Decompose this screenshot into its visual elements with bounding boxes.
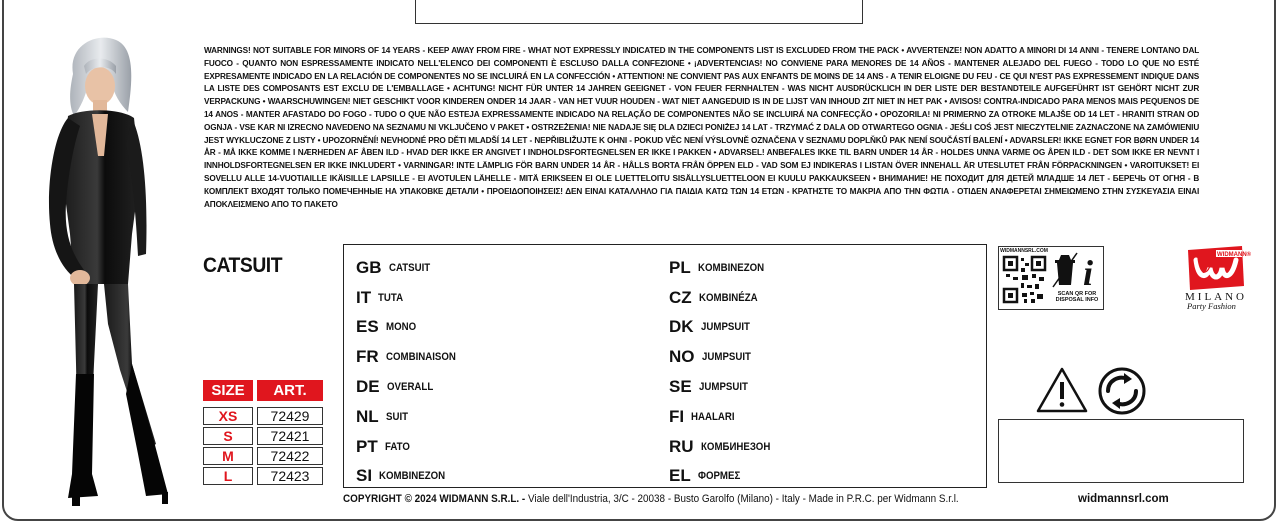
translation-name: KOMBINEZON bbox=[379, 470, 446, 483]
language-code: CZ bbox=[669, 287, 692, 307]
translation-item bbox=[356, 402, 465, 432]
svg-text:WIDMANN®: WIDMANN® bbox=[1217, 252, 1252, 258]
language-code: SI bbox=[356, 466, 373, 486]
translation-item bbox=[356, 283, 465, 313]
language-code: DK bbox=[669, 317, 694, 337]
translation-item bbox=[669, 432, 779, 462]
svg-text:i: i bbox=[1083, 253, 1094, 293]
art-cell: 72423 bbox=[257, 467, 323, 485]
translation-item bbox=[669, 462, 779, 492]
size-cell: XS bbox=[203, 407, 253, 425]
language-code: GB bbox=[356, 257, 382, 277]
language-code: PT bbox=[356, 436, 378, 456]
qr-code-icon bbox=[1003, 255, 1047, 305]
translation-name: JUMPSUIT bbox=[701, 351, 751, 364]
translation-item bbox=[356, 372, 465, 402]
translations-box bbox=[343, 244, 987, 488]
art-cell: 72429 bbox=[257, 407, 323, 425]
language-code: PL bbox=[669, 257, 691, 277]
language-code: SE bbox=[669, 377, 692, 397]
translation-item bbox=[669, 253, 779, 283]
translation-name: KOMBINÉZA bbox=[698, 291, 758, 304]
translation-name: КОМБИНЕЗОН bbox=[700, 440, 770, 453]
translations-left-column bbox=[356, 253, 465, 491]
language-code: ES bbox=[356, 317, 379, 337]
translation-name: ΦΟΡΜΕΣ bbox=[697, 470, 741, 483]
translation-name: OVERALL bbox=[386, 381, 433, 394]
translation-name: JUMPSUIT bbox=[698, 381, 748, 394]
language-code: RU bbox=[669, 436, 694, 456]
translation-item bbox=[669, 372, 779, 402]
recycling-info-box bbox=[998, 419, 1244, 483]
size-header: SIZE bbox=[203, 380, 253, 401]
brand-name: MILANO bbox=[1185, 291, 1247, 303]
translation-item bbox=[356, 313, 465, 343]
art-cell: 72421 bbox=[257, 427, 323, 445]
language-code: FI bbox=[669, 406, 685, 426]
warning-triangle-icon bbox=[1035, 366, 1089, 414]
translation-item bbox=[669, 342, 779, 372]
translation-name: COMBINAISON bbox=[385, 351, 456, 364]
website-url: widmannsrl.com bbox=[1078, 493, 1169, 505]
translation-name: HAALARI bbox=[691, 410, 735, 423]
qr-label: WIDMANNSRL.COM bbox=[1000, 248, 1048, 254]
translation-item bbox=[356, 253, 465, 283]
translation-name: TUTA bbox=[378, 291, 404, 304]
size-cell: L bbox=[203, 467, 253, 485]
art-cell: 72422 bbox=[257, 447, 323, 465]
language-code: FR bbox=[356, 347, 379, 367]
translation-item bbox=[669, 313, 779, 343]
language-code: NL bbox=[356, 406, 379, 426]
widmann-logo-icon bbox=[1186, 246, 1252, 290]
translation-name: KOMBINEZON bbox=[697, 261, 764, 274]
product-title: CATSUIT bbox=[203, 254, 283, 277]
translation-item bbox=[669, 283, 779, 313]
translation-item bbox=[356, 432, 465, 462]
language-code: DE bbox=[356, 377, 380, 397]
translation-item bbox=[356, 342, 465, 372]
translation-name: FATO bbox=[384, 440, 410, 453]
company-address: Viale dell'Industria, 3/C - 20038 - Busto Garolfo (Milano) - Italy - Made in P.R.C. per Widmann S.r.l. bbox=[525, 493, 959, 505]
copyright-label: COPYRIGHT © 2024 WIDMANN S.R.L. - bbox=[343, 493, 526, 505]
translation-name: MONO bbox=[385, 321, 416, 334]
translation-name: CATSUIT bbox=[388, 261, 430, 274]
translation-item bbox=[669, 402, 779, 432]
top-label-box bbox=[415, 0, 863, 24]
bin-disposal-icon bbox=[1053, 251, 1101, 293]
copyright-line bbox=[343, 493, 959, 505]
safety-warnings-text: WARNINGS! NOT SUITABLE FOR MINORS OF 14 YEARS - KEEP AWAY FROM FIRE - WHAT NOT EXPRESSLY INDICATED IN THE COMPONENTS LIST IS EXCLUDED FROM THE PACK • AVVERTENZE! NON ADATTO A MINORI DI 14 ANNI - TENERE LONTANO DAL FUOCO - QUANTO NON ESPRESSAMENTE INDICATO NELL'ELENCO DEI COMPONENTI È ESCLUSO DALLA CONFEZIONE • ¡ADVERTENCIAS! NO CONVIENE PARA MENORES DE 14 AÑOS - MANTENER ALEJADO DEL FUEGO - TODO LO QUE NO ESTÉ EXPRESAMENTE INDICADO EN LA RELACIÓN DE COMPONENTES NO SE INCLUIRÁ EN LA CONFECCIÓN • ATTENTION! NE CONVIENT PAS AUX ENFANTS DE MOINS DE 14 ANS - A TENIR ELOIGNE DU FEU - CE QUI N'EST PAS EXPRESSEMENT INDIQUE DANS LA LISTE DES COMPOSANTS EST EXCLU DE L'EMBALLAGE • ACHTUNG! NICHT FÜR UNTER 14 JAHREN GEEIGNET - VON FEUER FERNHALTEN - WAS NICHT AUSDRÜCKLICH IN DER LISTE DER BESTANDTEILE AUFGEFÜHRT IST GEHÖRT NICHT ZUR VERPACKUNG • WAARSCHUWINGEN! NIET GESCHIKT VOOR KINDEREN ONDER 14 JAAR - VAN HET VUUR HOUDEN - WAT NIET AANGEDUID IS IN DE LIJST VAN INHOUD ZIT NIET IN HET PAK • AVISOS! CONTRA-INDICADO PARA MENOS MAIS PEQUENOS DE 14 ANOS - MANTER AFASTADO DO FOGO - TUDO O QUE NÃO ESTEJA EXPRESSAMENTE INDICADO NA RELAÇÃO DE COMPONENTES NÃO SE INCLUIRÁ NA CONFECÇÃO • OPOZORILA! NI PRIMERNO ZA OTROKE MLAJŠE OD 14 LET - HRANITI STRAN OD OGNJA - VSE KAR NI IZRECNO NAVEDENO NA SEZNAMU NI VKLJUČENO V PAKET • OSTRZEŻENIA! NIE NADAJE SIĘ DLA DZIECI PONIŻEJ 14 LAT - TRZYMAĆ Z DALA OD OTWARTEGO OGNIA - JEŚLI COŚ JEST NIECZYTELNIE ZAZNACZONE NA ZAMÓWIENIU JEST WYKLUCZONE Z LISTY • UPOZORNĚNÍ! NEVHODNÉ PRO DĚTI MLADŠÍ 14 LET - NEPŘIBLIŽUJTE K OHNI - POKUD VĚC NENÍ VÝSLOVNĚ OZNAČENA V SEZNAMU DOPLŇKŮ PAK NENÍ SOUČÁSTÍ BALENÍ • ADVARSLER! IKKE EGNET FOR BØRN UNDER 14 ÅR - MÅ IKKE KOMME I NÆRHEDEN AF ÅBEN ILD - HVAD DER IKKE ER ANGIVET I INDHOLDSFORTEGNELSEN ER IKKE I PAKKEN • ADVARSEL! ANBEFALES IKKE TIL BARN UNDER 14 ÅR - HOLDES UNNA VARME OG ÅPEN ILD - DET SOM IKKE ER NEVNT I INNHOLDSFORTEGNELSEN ER IKKE INKLUDERT • VARNINGAR! INTE LÄMPLIG FÖR BARN UNDER 14 ÅR - HÅLLS BORTA FRÅN ÖPPEN ELD - VAD SOM EJ INDIKERAS I LISTAN ÖVER INNEHALL ÄR UTESLUTET FRÅN FÖRPACKNINGEN • VAROITUKSET! EI SOVELLU ALLE 14-VUOTIAILLE IKÄISILLE LAPSILLE - EI AVOTULEN LÄHELLE - MITÄ ERIKSEEN EI OLE LUETTELOITU SISÄLLYSLUETTELOON EI KUULU PAKKAUKSEEN • ВНИМАНИЕ! НЕ ПОХОДИТ ДЛЯ ДЕТЕЙ МЛАДШЕ 14 ЛЕТ - БЕРЕЧЬ ОТ ОГНЯ - В КОМПЛЕКТ ВХОДЯТ ТОЛЬКО ПОМЕЧЕННЫЕ НА УПАКОВКЕ ДЕТАЛИ • ΠΡΟΕΙΔΟΠΟΙΗΣΕΙΣ! ΔΕΝ ΕΙΝΑΙ ΚΑΤΑΛΛΗΛΟ ΓΙΑ ΠΑΙΔΙΑ ΚΑΤΩ ΤΩΝ 14 ΕΤΩΝ - ΚΡΑΤΗΣΤΕ ΤΟ ΜΑΚΡΙΑ ΑΠΟ ΤΗΝ ΦΩΤΙΑ - ΟΤΙΔΕΝ ΑΝΑΦΕΡΕΤΑΙ ΣΗΜΕΙΩΜΕΝΟ ΣΤΗΝ ΣΥΣΚΕΥΑΣΙΑ ΕΙΝΑΙ ΑΠΟΚΛΕΙΣΜΕΝΟ ΑΠΟ ΤΟ ΠΑΚΕΤΟ bbox=[204, 45, 1200, 209]
translation-name: SUIT bbox=[385, 410, 408, 423]
brand-subtitle: Party Fashion bbox=[1187, 301, 1236, 311]
art-header: ART. bbox=[257, 380, 323, 401]
translation-name: JUMPSUIT bbox=[700, 321, 750, 334]
language-code: EL bbox=[669, 466, 691, 486]
scan-qr-label: SCAN QR FOR DISPOSAL INFO bbox=[1055, 291, 1099, 303]
recycle-icon bbox=[1098, 367, 1146, 415]
translation-item bbox=[356, 462, 465, 492]
disposal-info-box bbox=[998, 246, 1104, 310]
model-photo bbox=[28, 34, 178, 509]
translations-right-column bbox=[669, 253, 779, 491]
size-cell: S bbox=[203, 427, 253, 445]
language-code: NO bbox=[669, 347, 695, 367]
language-code: IT bbox=[356, 287, 372, 307]
size-cell: M bbox=[203, 447, 253, 465]
